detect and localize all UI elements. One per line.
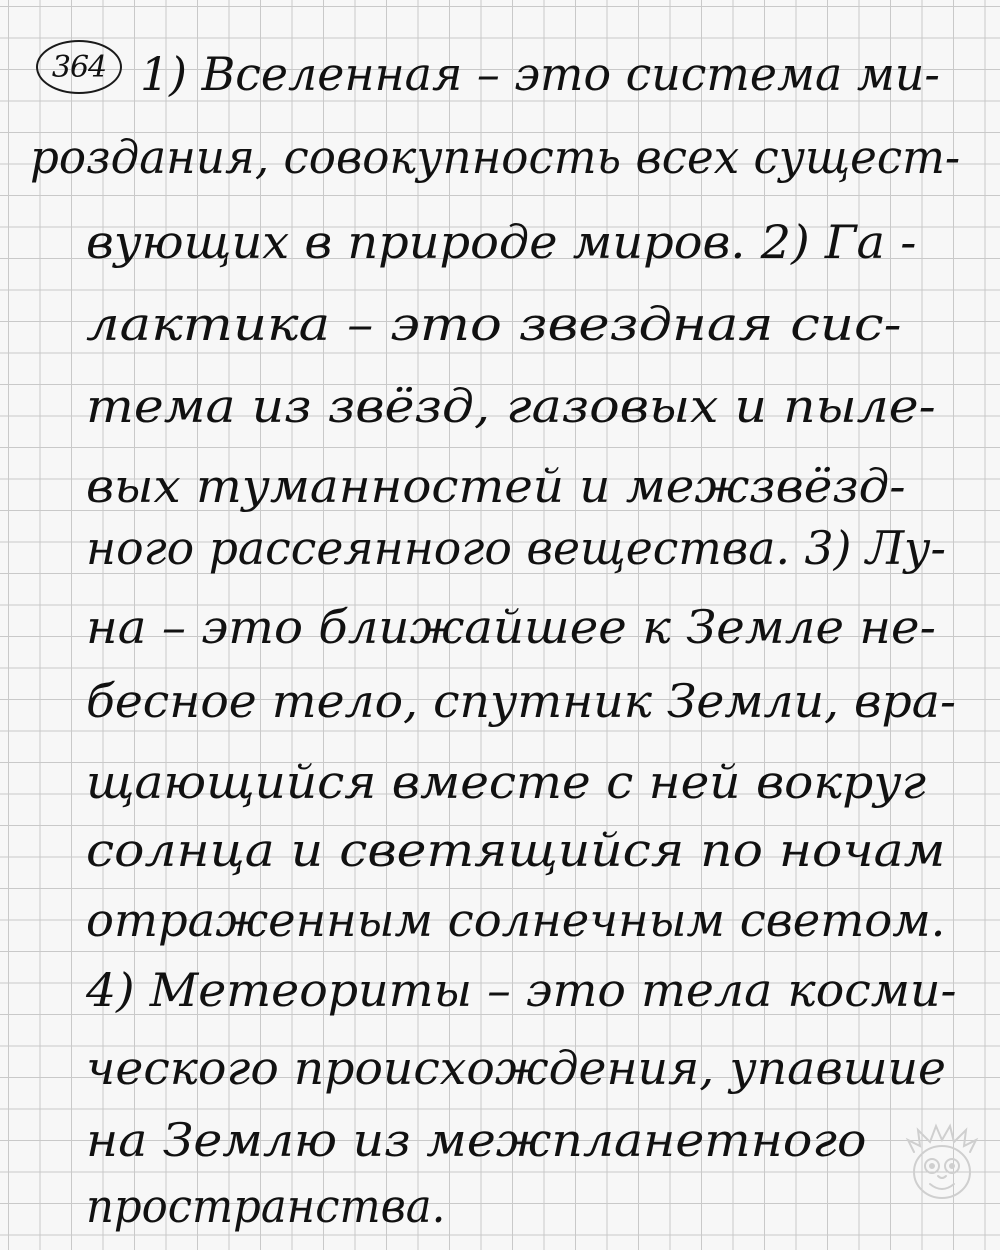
handwritten-line: 4) Метеориты – это тела косми- [86,963,957,1017]
handwritten-line: щающийся вместе с ней вокруг [86,755,926,809]
handwritten-line: на – это ближайшее к Земле не- [86,600,936,654]
handwritten-line: лактика – это звездная сис- [86,297,902,351]
handwritten-line: вующих в природе миров. 2) Га - [86,215,917,269]
problem-number: 364 [51,49,107,85]
handwritten-line: ного рассеянного вещества. 3) Лу- [86,521,946,575]
handwritten-line: бесное тело, спутник Земли, вра- [86,674,956,728]
problem-number-circle [36,40,122,94]
cartoon-face-logo-icon [902,1122,982,1206]
handwritten-line: 1) Вселенная – это система ми- [140,47,940,101]
handwritten-line: солнца и светящийся по ночам [86,823,946,877]
handwritten-line: отраженным солнечным светом. [86,893,946,947]
handwritten-line: на Землю из межпланетного [86,1113,867,1167]
handwritten-line: пространства. [86,1179,446,1233]
handwritten-line: вых туманностей и межзвёзд- [86,459,906,513]
handwritten-line: тема из звёзд, газовых и пыле- [86,379,936,433]
handwritten-line: роздания, совокупность всех сущест- [30,130,961,184]
handwritten-line: ческого происхождения, упавшие [86,1041,946,1095]
